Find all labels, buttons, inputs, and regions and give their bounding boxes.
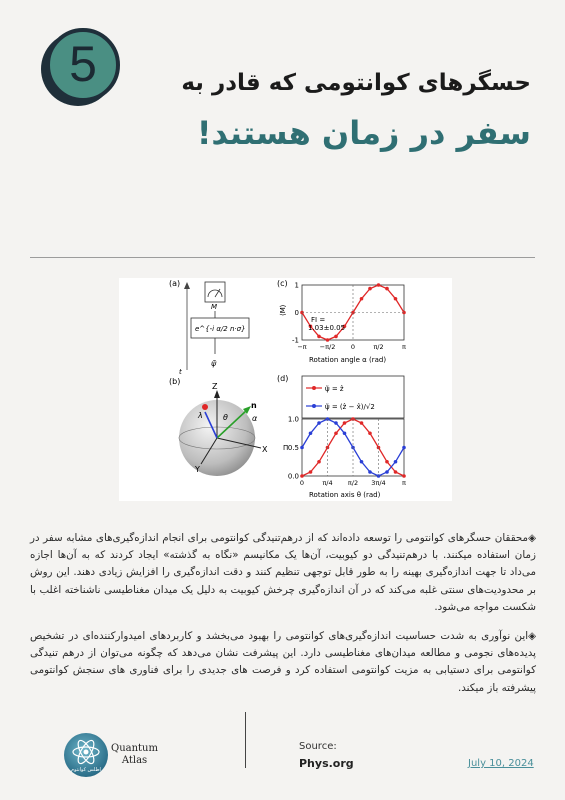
data-point <box>300 474 304 478</box>
data-point <box>309 431 313 435</box>
data-point <box>368 431 372 435</box>
data-point <box>334 421 338 425</box>
x-label: X <box>262 445 268 454</box>
plot-d <box>300 417 406 478</box>
d-xlabel: Rotation axis θ (rad) <box>309 491 381 499</box>
brand-line-2: Atlas <box>121 755 148 766</box>
panel-a-label: (a) <box>169 279 181 288</box>
tick-label: 0 <box>350 343 356 351</box>
legend-entry-2: ψ̃ = (ẑ − x̂)/√2 <box>325 403 375 411</box>
fi-annotation-2: 1.03±0.05 <box>308 324 346 332</box>
data-point <box>385 287 389 291</box>
figure-svg <box>119 278 452 501</box>
plot-c <box>300 283 406 342</box>
tick-label: π/2 <box>373 343 384 351</box>
section-number: 5 <box>69 36 97 92</box>
z-label: Z <box>212 382 218 391</box>
tick-label: 1 <box>294 281 299 290</box>
data-point <box>368 287 372 291</box>
tick-label: π <box>402 479 406 487</box>
n-label: n <box>251 401 257 410</box>
data-point <box>402 474 406 478</box>
lambda-label: λ <box>198 411 203 420</box>
tick-label: 0.5 <box>287 444 299 452</box>
data-point <box>309 470 313 474</box>
tick-label: 0.0 <box>287 472 299 481</box>
data-point <box>394 460 398 464</box>
panel-c-label: (c) <box>277 279 288 288</box>
data-point <box>377 283 381 287</box>
data-point <box>317 421 321 425</box>
alpha-label: α <box>252 414 258 423</box>
footer-divider <box>245 712 246 768</box>
tick-label: −π/2 <box>319 343 336 351</box>
data-point <box>368 470 372 474</box>
data-point <box>326 338 330 342</box>
data-point <box>402 446 406 450</box>
data-point <box>300 446 304 450</box>
data-point <box>394 297 398 301</box>
data-point <box>360 460 364 464</box>
y-label: Y <box>195 465 200 474</box>
c-ylabel: ⟨M⟩ <box>279 304 287 316</box>
tick-label: -1 <box>292 336 299 345</box>
data-point <box>360 421 364 425</box>
panel-b-label: (b) <box>169 377 181 386</box>
data-point <box>317 335 321 339</box>
source-label: Source: <box>299 741 337 752</box>
atom-icon <box>64 733 108 777</box>
brand-line-1: Quantum <box>111 743 158 754</box>
tick-label: 0 <box>299 479 305 487</box>
tick-label: π/2 <box>347 479 359 487</box>
tick-label: 1.0 <box>287 415 299 424</box>
panel-d-label: (d) <box>277 374 289 383</box>
science-figure <box>119 278 452 501</box>
meter-label: M <box>211 303 218 311</box>
tick-label: π <box>402 343 406 351</box>
data-point <box>360 297 364 301</box>
tick-label: 0 <box>294 309 299 317</box>
time-axis-arrow <box>184 282 190 289</box>
legend-entry-1: ψ̃ = ẑ <box>325 385 344 393</box>
source-value: Phys.org <box>299 757 354 770</box>
data-point <box>394 470 398 474</box>
data-point <box>334 335 338 339</box>
c-xlabel: Rotation angle α (rad) <box>309 356 387 364</box>
data-point <box>334 431 338 435</box>
data-point <box>343 431 347 435</box>
tick-label: π/4 <box>322 479 333 487</box>
data-point <box>343 421 347 425</box>
logo-text: اطلس کوانتوم <box>71 767 101 773</box>
legend-box <box>302 376 404 418</box>
brand-name <box>111 743 158 767</box>
tick-label: −π <box>297 343 307 351</box>
title-line-2: سفر در زمان هستند! <box>196 114 531 152</box>
meter-box <box>205 282 225 302</box>
state-marker <box>202 404 208 410</box>
quantum-atlas-logo <box>64 733 108 777</box>
d-ylabel: Π <box>283 444 289 452</box>
data-point <box>317 460 321 464</box>
body-paragraph-1: ◈محققان حسگرهای کوانتومی را توسعه داده‌اند که از درهم‌تنیدگی کوانتومی برای انجام اندازه‌گیری‌های مشابه سفر در زمان استفاده میکنند. با درهم‌تنیدگی دو کیوبیت، آن‌ها یک مکانیسم «نگاه به گذشته» ایجاد کردند که به آن‌ها اجازه می‌داد تا جهت اندازه‌گیری بهینه را به طور قابل توجهی تنظیم کنند و دقت اندازه‌گیری را افزایش زیادی دهند. این روش بر محدودیت‌های سنتی غلبه می‌کند که در آن اندازه‌گیری چرخش کیوبیت به دلیل یک میدان مغناطیسی ناشناخته اغلب با شکست مواجه می‌شود. <box>30 532 536 613</box>
body-paragraph-2: ◈این نوآوری به شدت حساسیت اندازه‌گیری‌های کوانتومی را بهبود می‌بخشد و کاربردهای امیدوارکننده‌ای در تشخیص پدیده‌های نجومی و مطالعه میدان‌های مغناطیسی دارد. این پیشرفت نشان می‌دهد که چگونه می‌توان از درهم تنیدگی کوانتومی برای دستیابی به مزیت کوانتومی استفاده کرد و فرصت های جدیدی را برای فناوری های سنجش کوانتومی پیشرفته باز میکند. <box>30 630 536 694</box>
time-label: t <box>179 368 182 376</box>
data-point <box>385 460 389 464</box>
gate-label: e^{-i α/2 n·σ} <box>195 325 246 333</box>
section-number-badge <box>46 28 120 102</box>
header-divider <box>30 257 535 258</box>
psi-label: ψ̃ <box>211 359 217 368</box>
publish-date[interactable]: July 10, 2024 <box>468 758 534 769</box>
title-line-1: حسگرهای کوانتومی که قادر به <box>181 70 531 96</box>
data-point <box>385 470 389 474</box>
tick-label: 3π/4 <box>371 479 386 487</box>
fi-annotation-1: FI = <box>311 316 326 324</box>
theta-label: θ <box>223 413 228 422</box>
